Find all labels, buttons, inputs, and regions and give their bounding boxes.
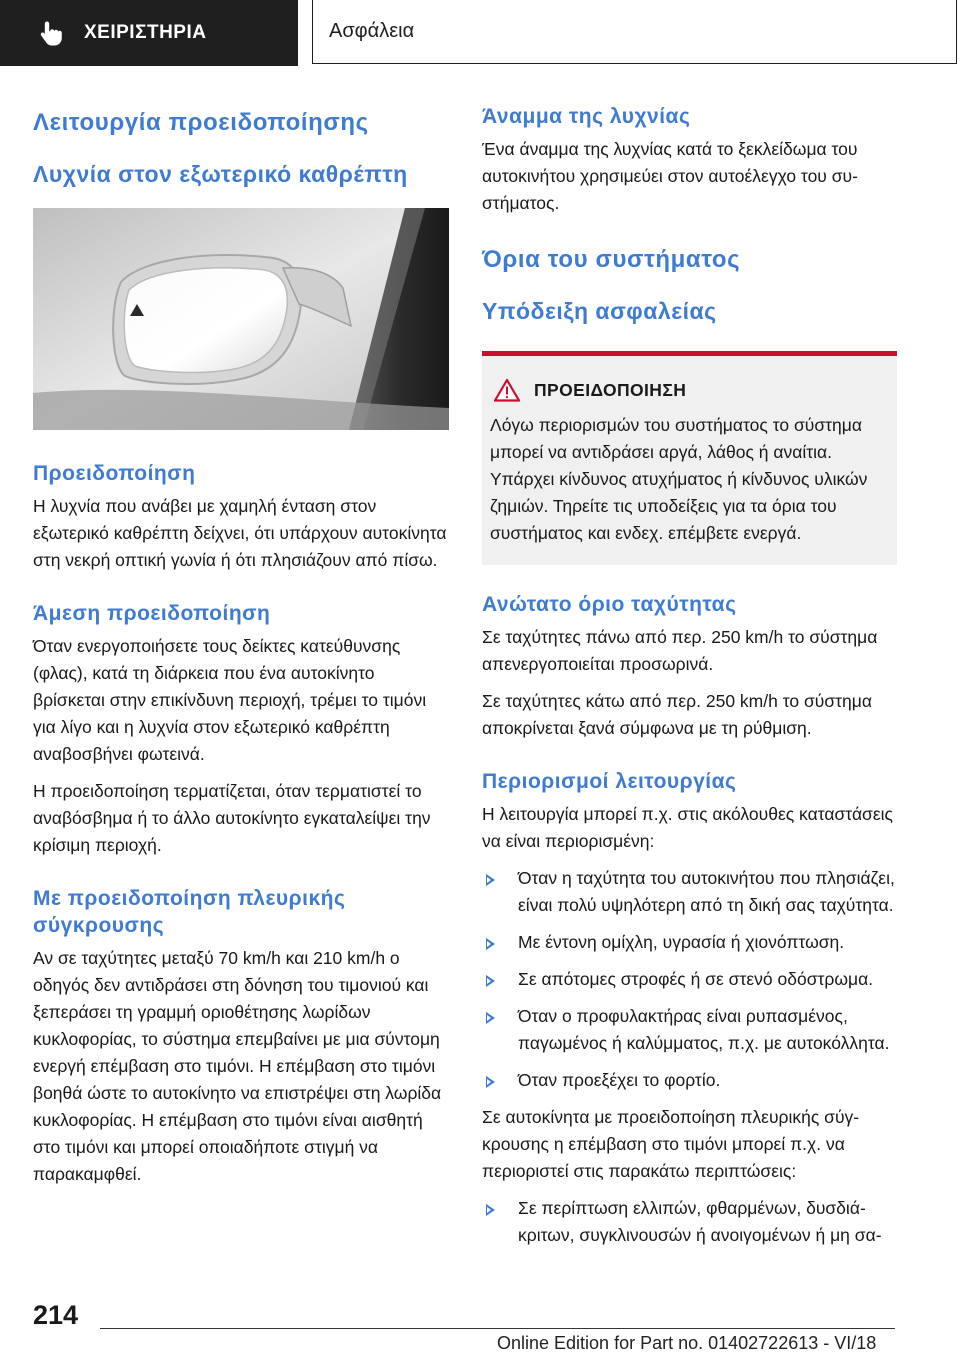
warning-heading: Προειδοποίηση [33,462,196,485]
function-limits-paragraph: Η λειτουργία μπορεί π.χ. στις ακόλουθες καταστάσεις να είναι περιορισμένη: [482,804,893,851]
warning-paragraph: Η λυχνία που ανάβει με χαμηλή ένταση στον εξωτερικό καθρέπτη δείχνει, ότι υπάρχουν αυτοκίνητα στη νεκρή οπτική γωνία ή ότι πλησιάζουν από πίσω. [33,496,447,570]
list-item: Με έντονη ομίχλη, υγρασία ή χιονόπτωση. [482,929,897,956]
collision-warning-heading: Με προειδοποίηση πλευρικής σύγκρουσης [33,887,346,937]
lamp-paragraph: Ένα άναμμα της λυχνίας κατά το ξεκλείδωμα του αυτοκινήτου χρησιμεύει στον αυτοέλεγχο του συστήματος. [482,139,858,213]
manual-tab-label: ΧΕΙΡΙΣΤΗΡΙΑ [84,22,207,43]
warning-triangle-icon [494,378,520,402]
speed-limit-heading: Ανώτατο όριο ταχύτητας [482,593,737,616]
collision-warning-paragraph: Αν σε ταχύτητες μεταξύ 70 km/h και 210 km/h ο οδηγός δεν αντιδράσει στη δόνηση του τιμονιού και ξεπεράσει τη γραμμή οριοθέτησης λωρίδων κυκλοφορίας, το σύστημα επεμβαίνει με μια σύντομη ενεργή επέμβαση στο τιμόνι. Η επέμβαση στο τιμόνι βοηθά ώστε το αυτοκίνητο να επιστρέψει στη λωρίδα κυκλοφορίας. Η επέμβαση στο τιμόνι είναι αισθητή στο τιμόνι και μπορεί οποιαδήποτε στιγμή να παρακαμφθεί. [33,948,442,1184]
warning-box [482,351,897,565]
edition-note: Online Edition for Part no. 01402722613 - VI/18 [497,1333,877,1353]
lamp-heading: Άναμμα της λυχνίας [482,105,691,128]
section-title: Λειτουργία προειδοποίησης [33,109,369,136]
steering-cases-list [482,1195,897,1249]
system-limits-title: Όρια του συστήματος [482,246,741,273]
pointing-hand-icon [36,18,66,48]
function-limits-heading: Περιορισμοί λειτουργίας [482,770,737,793]
speed-limit-paragraph-1: Σε ταχύτητες πάνω από περ. 250 km/h το σύστημα απενεργοποιείται προσωρινά. [482,627,878,674]
page-header [0,0,960,66]
warning-box-text: Λόγω περιορισμών του συστήματος το σύστημα μπορεί να αντιδράσει αργά, λάθος ή αναίτια. Υπάρχει κίνδυνος ατυχήματος ή κίνδυνος υλικών ζημιών. Τηρείτε τις υποδείξεις για τα όρια του συστήματος και ενδεχ. επέμβετε ενεργά. [490,415,868,543]
left-column [33,96,449,1188]
footer-divider [100,1328,895,1329]
safety-note-heading: Υπόδειξη ασφαλείας [482,298,717,324]
list-item: Σε περίπτωση ελλιπών, φθαρμένων, δυσδιάκριτων, συγκλινουσών ή ανοιγομένων ή μη σα- [482,1195,897,1249]
speed-limit-paragraph-2: Σε ταχύτητες κάτω από περ. 250 km/h το σύστημα αποκρίνεται ξανά σύμφωνα με τη ρύθμιση. [482,691,872,738]
list-item: Σε απότομες στροφές ή σε στενό οδόστρωμα. [482,966,897,993]
steering-cases-paragraph: Σε αυτοκίνητα με προειδοποίηση πλευρικής σύγκρουσης η επέμβαση στο τιμόνι μπορεί π.χ. να περιοριστεί στις παρακάτω περιπτώσεις: [482,1107,860,1181]
side-mirror-image [33,208,449,430]
manual-section-tab[interactable] [0,0,298,66]
function-limits-list [482,865,897,1094]
list-item: Όταν η ταχύτητα του αυτοκινήτου που πλησιάζει, είναι πολύ υψηλότερη από τη δική σας ταχύτητα. [482,865,897,919]
warning-box-header [494,378,883,402]
warning-box-title: ΠΡΟΕΙΔΟΠΟΙΗΣΗ [534,379,687,400]
list-item: Όταν προεξέχει το φορτίο. [482,1067,897,1094]
direct-warning-paragraph-1: Όταν ενεργοποιήσετε τους δείκτες κατεύθυνσης (φλας), κατά τη διάρκεια που ένα αυτοκίνητο βρίσκεται στην επικίνδυνη περιοχή, τρέμει το τιμόνι για λίγο και η λυχνία στον εξωτερικό καθρέπτη αναβοσβήνει φωτεινά. [33,636,427,764]
section-subtitle: Λυχνία στον εξωτερικό καθρέπτη [33,161,408,187]
mirror-illustration [33,208,449,430]
list-item: Όταν ο προφυλακτήρας είναι ρυπασμένος, παγωμένος ή καλύμματος, π.χ. με αυτοκόλλητα. [482,1003,897,1057]
right-column [482,96,897,1249]
direct-warning-heading: Άμεση προειδοποίηση [33,602,271,625]
chapter-tab[interactable] [312,0,957,64]
direct-warning-paragraph-2: Η προειδοποίηση τερματίζεται, όταν τερματιστεί το αναβόσβημα ή το άλλο αυτοκίνητο εγκαταλείψει την κρίσιμη περιοχή. [33,781,431,855]
page-number: 214 [33,1300,79,1330]
chapter-tab-label: Ασφάλεια [329,20,415,42]
